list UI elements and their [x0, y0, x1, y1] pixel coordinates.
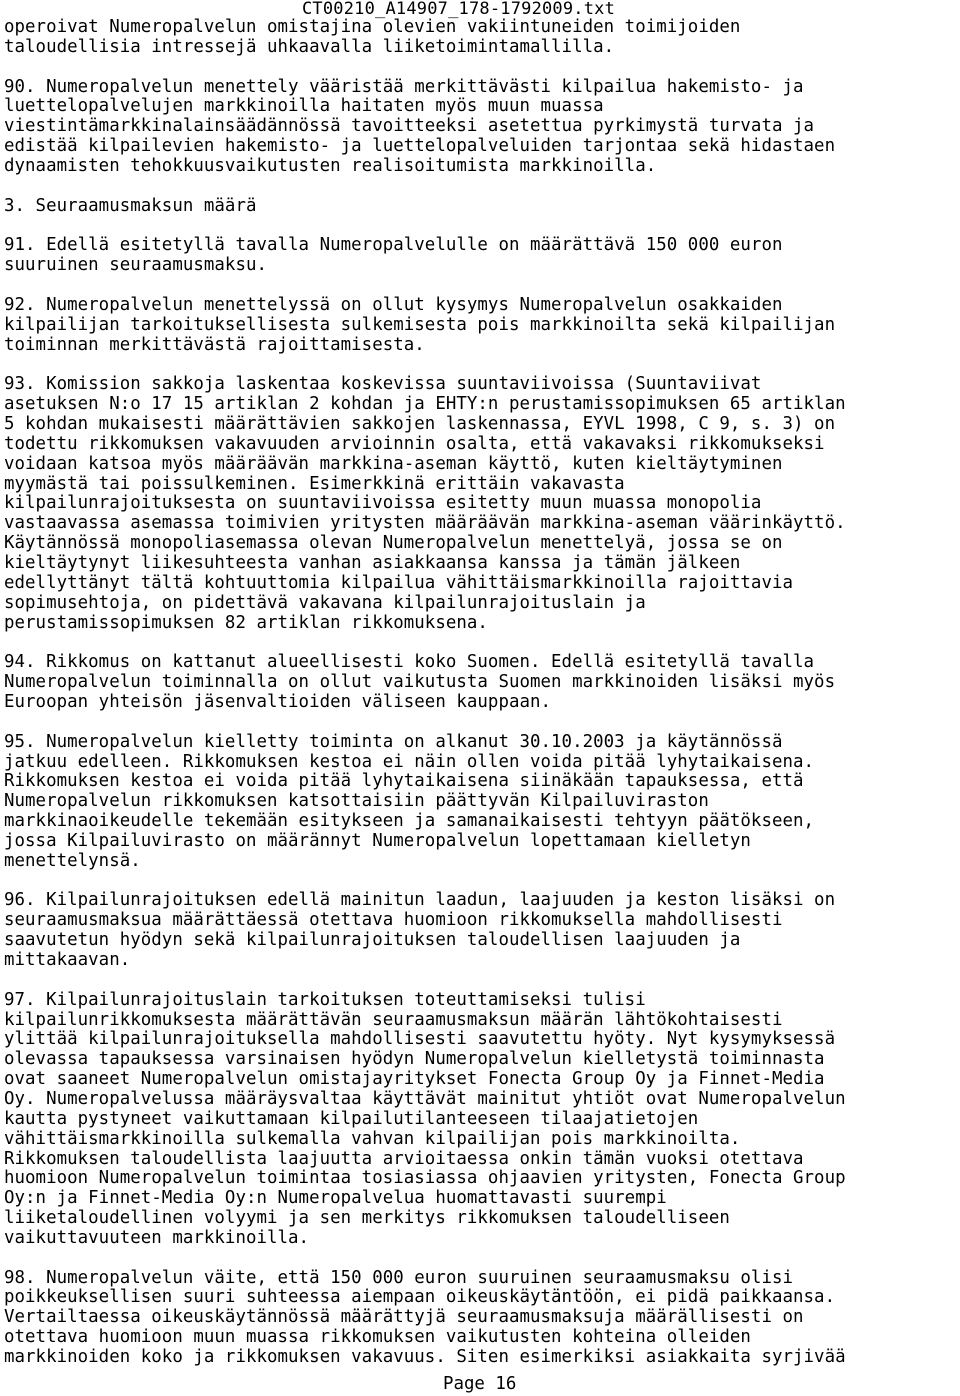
text-line: kilpailijan tarkoituksellisesta sulkemisesta pois markkinoilta sekä kilpailijan [4, 314, 836, 335]
text-line: seuraamusmaksua määrättäessä otettava huomioon rikkomuksella mahdollisesti [4, 910, 783, 931]
text-line: kieltäytynyt liikesuhteesta vanhan asiakkaansa kanssa ja tämän jälkeen [4, 553, 741, 573]
text-line: Rikkomuksen kestoa ei voida pitää lyhytaikaisena siinäkään tapauksessa, että [4, 771, 804, 792]
text-line: ylittää kilpailunrajoituksella mahdollisesti saavutettu hyöty. Nyt kysymyksessä [4, 1029, 836, 1050]
text-line: Oy. Numeropalvelussa määräysvaltaa käyttävät mainitut yhtiöt ovat Numeropalvelun [4, 1088, 846, 1109]
text-line: vaikuttavuuteen markkinoilla. [4, 1227, 310, 1248]
text-line: sopimusehtoja, on pidettävä vakavana kilpailunrajoituslain ja [4, 592, 646, 613]
text-line: olevassa tapauksessa varsinaisen hyödyn Numeropalvelun kielletystä toiminnasta [4, 1049, 825, 1070]
text-line: kilpailunrikkomuksesta määrättävän seuraamusmaksun määrän lähtökohtaisesti [4, 1009, 783, 1030]
text-line: suuruinen seuraamusmaksu. [4, 255, 268, 276]
text-line: 97. Kilpailunrajoituslain tarkoituksen toteuttamiseksi tulisi [4, 989, 646, 1010]
text-line: vähittäismarkkinoilla sulkemalla vahvan kilpailijan pois markkinoilta. [4, 1128, 741, 1149]
text-line: edistää kilpailevien hakemisto- ja luettelopalveluiden tarjontaa sekä hidastaen [4, 136, 836, 157]
text-line: 94. Rikkomus on kattanut alueellisesti koko Suomen. Edellä esitetyllä tavalla [4, 652, 815, 673]
text-line: 93. Komission sakkoja laskentaa koskevissa suuntaviivoissa (Suuntaviivat [4, 374, 762, 395]
text-line: ovat saaneet Numeropalvelun omistajayritykset Fonecta Group Oy ja Finnet-Media [4, 1069, 825, 1090]
text-line: markkinoiden koko ja rikkomuksen vakavuus. Siten esimerkiksi asiakkaita syrjivää [4, 1347, 846, 1367]
text-line: asetuksen N:o 17 15 artiklan 2 kohdan ja EHTY:n perustamissopimuksen 65 artiklan [4, 394, 846, 415]
text-line: saavutetun hyödyn sekä kilpailunrajoituksen taloudellisen laajuuden ja [4, 930, 741, 951]
text-line: toiminnan merkittävästä rajoittamisesta. [4, 334, 425, 355]
text-line: kilpailunrajoituksesta on suuntaviivoissa esitetty muun muassa monopolia [4, 493, 762, 514]
text-line: 95. Numeropalvelun kielletty toiminta on alkanut 30.10.2003 ja käytännössä [4, 731, 783, 752]
file-title: CT00210_A14907_178-1792009.txt [302, 0, 616, 19]
text-line: markkinaoikeudelle tekemään esitykseen ja samanaikaisesti tehtyyn päätökseen, [4, 811, 815, 831]
text-line: 3. Seuraamusmaksun määrä [4, 195, 257, 216]
text-line: Numeropalvelun toiminnalla on ollut vaikutusta Suomen markkinoiden lisäksi myös [4, 672, 836, 693]
text-line: huomioon Numeropalvelun toimintaa tosiasiassa ohjaavien yritysten, Fonecta Group [4, 1168, 846, 1189]
text-line: otettava huomioon muun muassa rikkomuksen vaikutusten kohteina olleiden [4, 1327, 751, 1348]
text-line: Käytännössä monopoliasemassa olevan Numeropalvelun menettelyä, jossa se on [4, 533, 783, 554]
text-line: Numeropalvelun rikkomuksen katsottaisiin päättyvän Kilpailuviraston [4, 791, 709, 812]
text-line: perustamissopimuksen 82 artiklan rikkomuksena. [4, 612, 488, 633]
text-line: jatkuu edelleen. Rikkomuksen kestoa ei näin ollen voida pitää lyhytaikaisena. [4, 751, 815, 772]
text-line: 5 kohdan mukaisesti määrättävien sakkojen laskennassa, EYVL 1998, C 9, s. 3) on [4, 414, 836, 434]
text-line: menettelynsä. [4, 850, 141, 871]
text-line: 96. Kilpailunrajoituksen edellä mainitun laadun, laajuuden ja keston lisäksi on [4, 890, 836, 911]
text-line: kautta pystyneet vaikuttamaan kilpailutilanteeseen tilaajatietojen [4, 1108, 699, 1129]
page-number: Page 16 [443, 1374, 517, 1394]
text-line: operoivat Numeropalvelun omistajina olevien vakiintuneiden toimijoiden [4, 17, 741, 37]
text-line: dynaamisten tehokkuusvaikutusten realisoitumista markkinoilla. [4, 156, 657, 176]
text-line: vastaavassa asemassa toimivien yritysten määräävän markkina-aseman väärinkäyttö. [4, 513, 846, 534]
text-line: voidaan katsoa myös määräävän markkina-aseman käyttö, kuten kieltäytyminen [4, 453, 783, 474]
text-line: Euroopan yhteisön jäsenvaltioiden väliseen kauppaan. [4, 691, 552, 712]
text-line: Rikkomuksen taloudellista laajuutta arvioitaessa onkin tämän vuoksi otettava [4, 1148, 804, 1169]
text-line: jossa Kilpailuvirasto on määrännyt Numeropalvelun lopettamaan kielletyn [4, 830, 751, 851]
text-line: edellyttänyt tältä kohtuuttomia kilpailua vähittäismarkkinoilla rajoittavia [4, 572, 794, 593]
text-line: viestintämarkkinalainsäädännössä tavoitteeksi asetettua pyrkimystä turvata ja [4, 116, 815, 137]
text-line: liiketaloudellinen volyymi ja sen merkitys rikkomuksen taloudelliseen [4, 1208, 730, 1228]
text-line: 91. Edellä esitetyllä tavalla Numeropalvelulle on määrättävä 150 000 euron [4, 235, 783, 256]
text-line: Oy:n ja Finnet-Media Oy:n Numeropalvelua huomattavasti suurempi [4, 1188, 667, 1209]
text-line: todettu rikkomuksen vakavuuden arvioinnin osalta, että vakavaksi rikkomukseksi [4, 433, 825, 454]
text-line: mittakaavan. [4, 950, 131, 970]
text-line: 98. Numeropalvelun väite, että 150 000 euron suuruinen seuraamusmaksu olisi [4, 1267, 794, 1288]
text-line: Vertailtaessa oikeuskäytännössä määrättyjä seuraamusmaksuja määrällisesti on [4, 1307, 804, 1328]
text-line: luettelopalvelujen markkinoilla haitaten myös muun muassa [4, 96, 604, 117]
text-line: 90. Numeropalvelun menettely vääristää merkittävästi kilpailua hakemisto- ja [4, 76, 804, 97]
text-line: poikkeuksellisen suuri suhteessa aiempaan oikeuskäytäntöön, ei pidä paikkaansa. [4, 1287, 836, 1308]
text-line: 92. Numeropalvelun menettelyssä on ollut kysymys Numeropalvelun osakkaiden [4, 294, 783, 315]
text-line: taloudellisia intressejä uhkaavalla liiketoimintamallilla. [4, 36, 615, 57]
text-line: myymästä tai poissulkeminen. Esimerkkinä erittäin vakavasta [4, 473, 625, 494]
